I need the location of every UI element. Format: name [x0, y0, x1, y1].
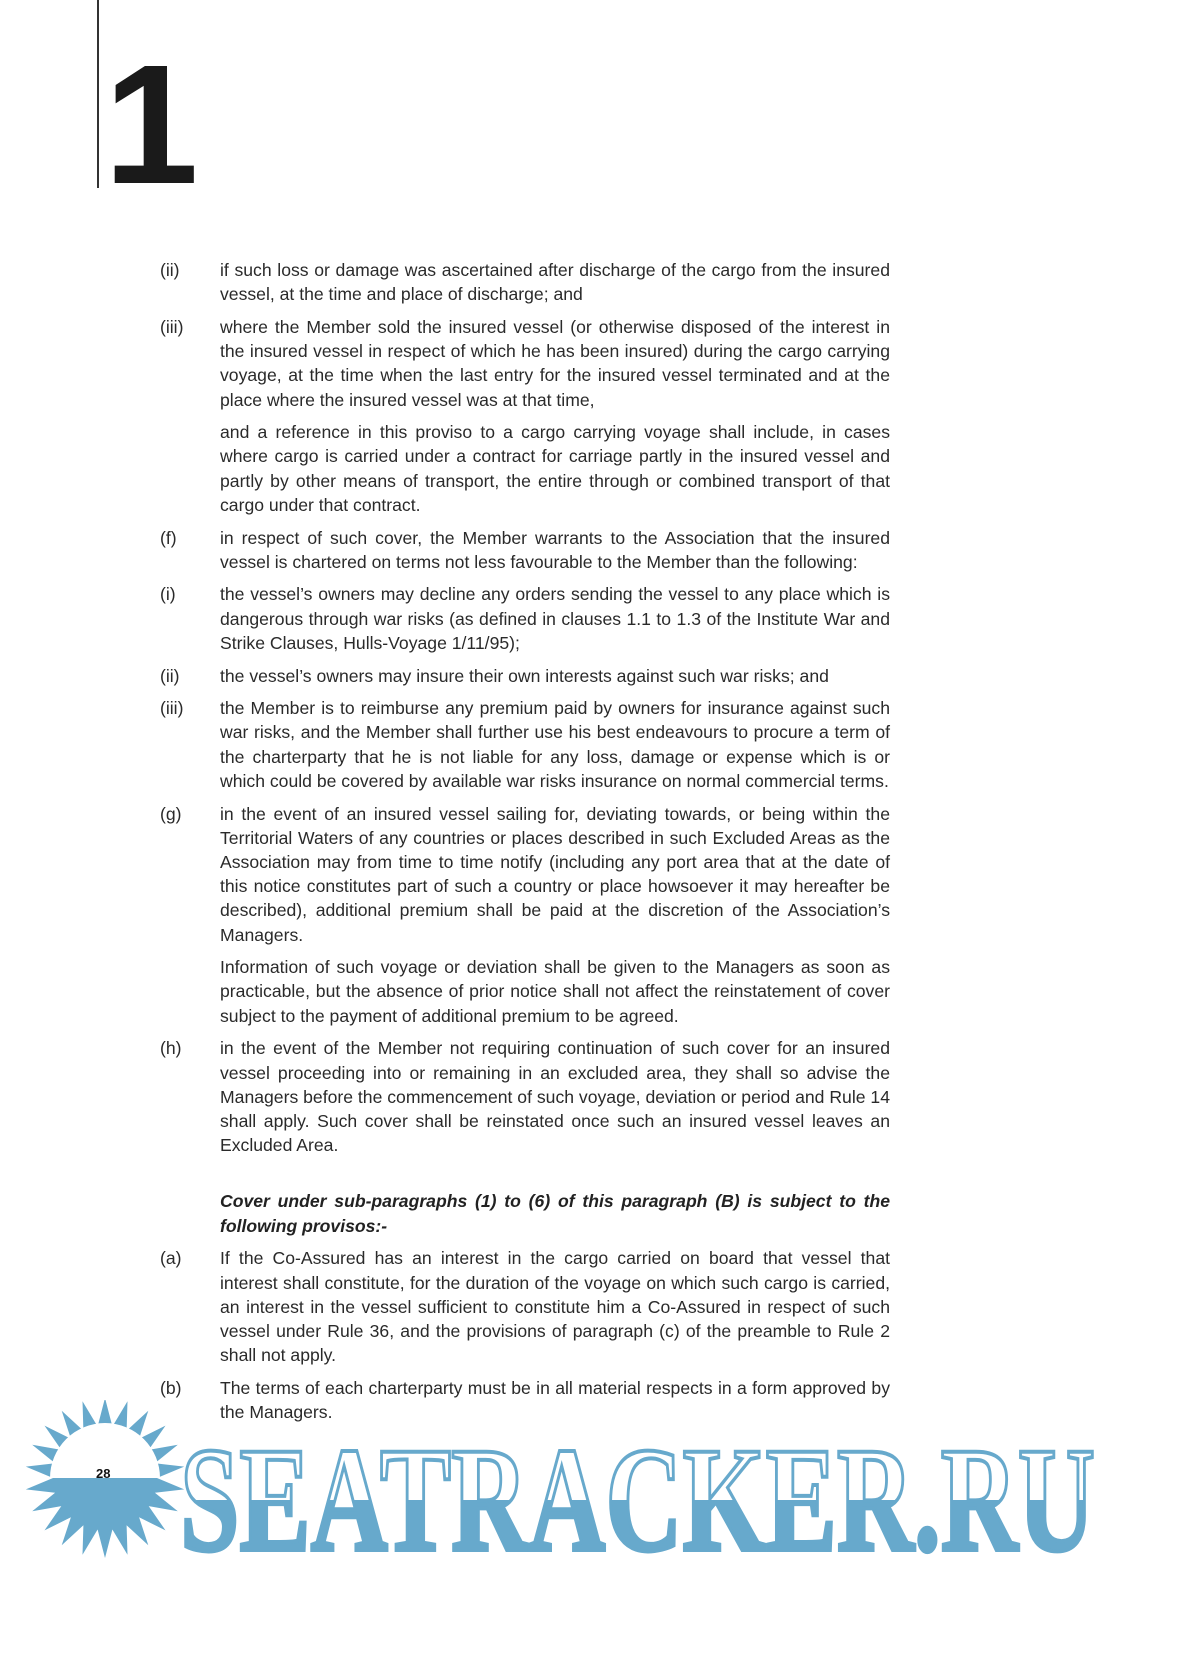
provisos-heading: Cover under sub-paragraphs (1) to (6) of this paragraph (B) is subject to the following provisos:- — [220, 1191, 890, 1236]
clause — [150, 526, 890, 574]
clause — [150, 802, 890, 947]
clause-label: (ii) — [160, 260, 180, 280]
clause-label: (f) — [160, 527, 177, 548]
chapter-number: 1 — [104, 30, 195, 220]
clause — [150, 696, 890, 793]
continuation-paragraph: and a reference in this proviso to a cargo carrying voyage shall include, in cases where cargo is carried under a contract for carriage partly in the insured vessel and partly by other means of transport, the entire through or combined transport of that cargo under that contract. — [220, 422, 890, 515]
continuation-paragraph: Information of such voyage or deviation shall be given to the Managers as soon as practicable, but the absence of prior notice shall not affect the reinstatement of cover subject to the payment of additional premium to be agreed. — [220, 957, 890, 1026]
clause-text: in the event of an insured vessel sailing for, deviating towards, or being within the Territorial Waters of any countries or places described in such Excluded Areas as the Association may from time to time notify (including any port area that at the date of this notice constitutes part of such a country or place howsoever it may hereafter be described), additional premium shall be paid at the discretion of the Association’s Managers. — [220, 803, 890, 945]
proviso-text: If the Co-Assured has an interest in the cargo carried on board that vessel that interest shall constitute, for the duration of the voyage on which such cargo is carried, an interest in the vessel sufficient to constitute him a Co-Assured in respect of such vessel under Rule 36, and the provisions of paragraph (c) of the preamble to Rule 2 shall not apply. — [220, 1248, 890, 1366]
clause-label: (iii) — [160, 316, 184, 337]
clause — [150, 664, 890, 688]
clause-label: (h) — [160, 1038, 182, 1059]
clause-text: if such loss or damage was ascertained after discharge of the cargo from the insured vessel, at the time and place of discharge; and — [220, 260, 890, 305]
clause — [150, 315, 890, 412]
clause-label: (i) — [160, 584, 176, 605]
clause-text: the Member is to reimburse any premium paid by owners for insurance against such war risks, and the Member shall further use his best endeavours to procure a term of the charterparty that he is not liable for any loss, damage or expense which is or which could be covered by available war risks insurance on normal commercial terms. — [220, 698, 890, 791]
clause-label: (iii) — [160, 698, 184, 719]
clause-label: (ii) — [160, 665, 180, 686]
clause-text: the vessel’s owners may insure their own interests against such war risks; and — [220, 665, 829, 686]
watermark — [0, 1400, 1177, 1661]
clause-label: (g) — [160, 803, 182, 824]
page-number: 28 — [96, 1466, 111, 1481]
proviso-label: (a) — [160, 1248, 182, 1269]
clause — [150, 258, 890, 306]
proviso — [150, 1246, 890, 1367]
clause-text: in respect of such cover, the Member warrants to the Association that the insured vessel is chartered on terms not less favourable to the Member than the following: — [220, 527, 890, 572]
clause-text: in the event of the Member not requiring continuation of such cover for an insured vessel proceeding into or remaining in an excluded area, they shall so advise the Managers before the commencement of such voyage, deviation or period and Rule 14 shall apply. Such cover shall be reinstated once such an insured vessel leaves an Excluded Area. — [220, 1038, 890, 1156]
proviso-label: (b) — [160, 1377, 182, 1398]
chapter-rule — [97, 0, 99, 188]
watermark-text: SEATRACKER.RU — [180, 1417, 1095, 1583]
clause-text: the vessel’s owners may decline any orders sending the vessel to any place which is dangerous through war risks (as defined in clauses 1.1 to 1.3 of the Institute War and Strike Clauses, Hulls-Voyage 1/11/95); — [220, 584, 890, 653]
clause — [150, 582, 890, 655]
document-body — [150, 258, 890, 1433]
clause-text: where the Member sold the insured vessel (or otherwise disposed of the interest in the insured vessel in respect of which he has been insured) during the cargo carrying voyage, at the time when the last entry for the insured vessel terminated and at the place where the insured vessel was at that time, — [220, 316, 890, 410]
clause — [150, 1036, 890, 1157]
proviso-text: The terms of each charterparty must be in all material respects in a form approved by the Managers. — [220, 1377, 890, 1423]
